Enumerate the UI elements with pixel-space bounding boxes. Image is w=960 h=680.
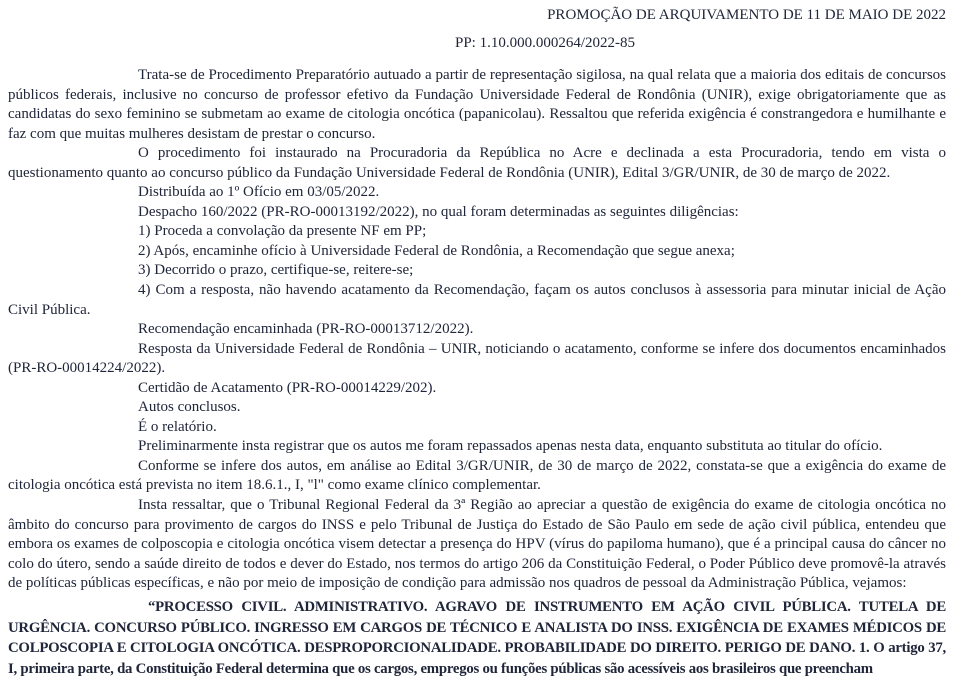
paragraph: O procedimento foi instaurado na Procuradoria da República no Acre e declinada a esta Procuradoria, tendo em vista o questionamento quanto ao concurso público da Fundação Universidade Federal de Rondônia (UNIR), Edital 3/GR/UNIR, de 30 de março de 2022. [8,145,946,181]
paragraph: Trata-se de Procedimento Preparatório autuado a partir de representação sigilosa, na qual relata que a maioria dos editais de concursos públicos federais, inclusive no concurso de professor efetivo da Fundação Universidade Federal de Rondônia (UNIR), exige obrigatoriamente que as candidatas do sexo feminino se submetam ao exame de citologia oncótica (papanicolau). Ressaltou que referida exigência é constrangedora e humilhante e faz com que muitas mulheres desistam de prestar o concurso. [8,67,946,142]
paragraph: Resposta da Universidade Federal de Rondônia – UNIR, noticiando o acatamento, conforme se infere dos documentos encaminhados (PR-RO-00014224/2022). [8,340,946,377]
paragraph: Distribuída ao 1º Ofício em 03/05/2022. [138,184,380,201]
paragraph: Insta ressaltar, que o Tribunal Regional Federal da 3ª Região ao apreciar a questão de exigência do exame de citologia oncótica no âmbito do concurso para provimento de cargos do INSS e pelo Tribunal de Justiça do Estado de São Paulo em sede de ação civil pública, entendeu que embora os exames de colposcopia e citologia oncótica visem detectar a presença do HPV (vírus do papiloma humano), que é a principal causa do câncer no colo do útero, sendo a saúde direito de todos e dever do Estado, nos termos do artigo 206 da Constituição Federal, o Poder Público deve promovê-la através de políticas públicas específicas, e não por meio de imposição de condição para admissão nos quadros de pessoal da Administração Pública, vejamos: [8,497,946,592]
document-body [8,66,946,680]
paragraph: Certidão de Acatamento (PR-RO-00014229/202). [138,379,437,396]
paragraph: Preliminarmente insta registrar que os autos me foram repassados apenas nesta data, enquanto substituta ao titular do ofício. [138,438,883,455]
paragraph: É o relatório. [138,418,217,435]
paragraph: Recomendação encaminhada (PR-RO-00013712/2022). [138,321,474,338]
process-number: PP: 1.10.000.000264/2022-85 [455,35,636,51]
quote-paragraph: “PROCESSO CIVIL. ADMINISTRATIVO. AGRAVO DE INSTRUMENTO EM AÇÃO CIVIL PÚBLICA. TUTELA DE URGÊNCIA. CONCURSO PÚBLICO. INGRESSO EM CARGOS DE TÉCNICO E ANALISTA DO INSS. EXIGÊNCIA DE EXAMES MÉDICOS DE COLPOSCOPIA E CITOLOGIA ONCÓTICA. DESPROPORCIONALIDADE. PROBABILIDADE DO DIREITO. PERIGO DE DANO. 1. O artigo 37, I, primeira parte, da Constituição Federal determina que os cargos, empregos ou funções públicas são acessíveis aos brasileiros que preencham [8,598,946,678]
paragraph: Conforme se infere dos autos, em análise ao Edital 3/GR/UNIR, de 30 de março de 2022, constata-se que a exigência do exame de citologia oncótica está prevista no item 18.6.1., I, "l" como exame clínico complementar. [8,457,946,494]
paragraph: 2) Após, encaminhe ofício à Universidade Federal de Rondônia, a Recomendação que segue anexa; [138,242,735,259]
paragraph: Despacho 160/2022 (PR-RO-00013192/2022), no qual foram determinadas as seguintes diligências: [138,203,739,220]
document-title: PROMOÇÃO DE ARQUIVAMENTO DE 11 DE MAIO DE 2022 [547,7,946,23]
paragraph: 3) Decorrido o prazo, certifique-se, reitere-se; [138,262,414,279]
paragraph: Autos conclusos. [138,399,241,416]
paragraph: 4) Com a resposta, não havendo acatamento da Recomendação, façam os autos conclusos à assessoria para minutar inicial de Ação Civil Pública. [8,282,946,318]
paragraph: 1) Proceda a convolação da presente NF em PP; [138,223,427,240]
